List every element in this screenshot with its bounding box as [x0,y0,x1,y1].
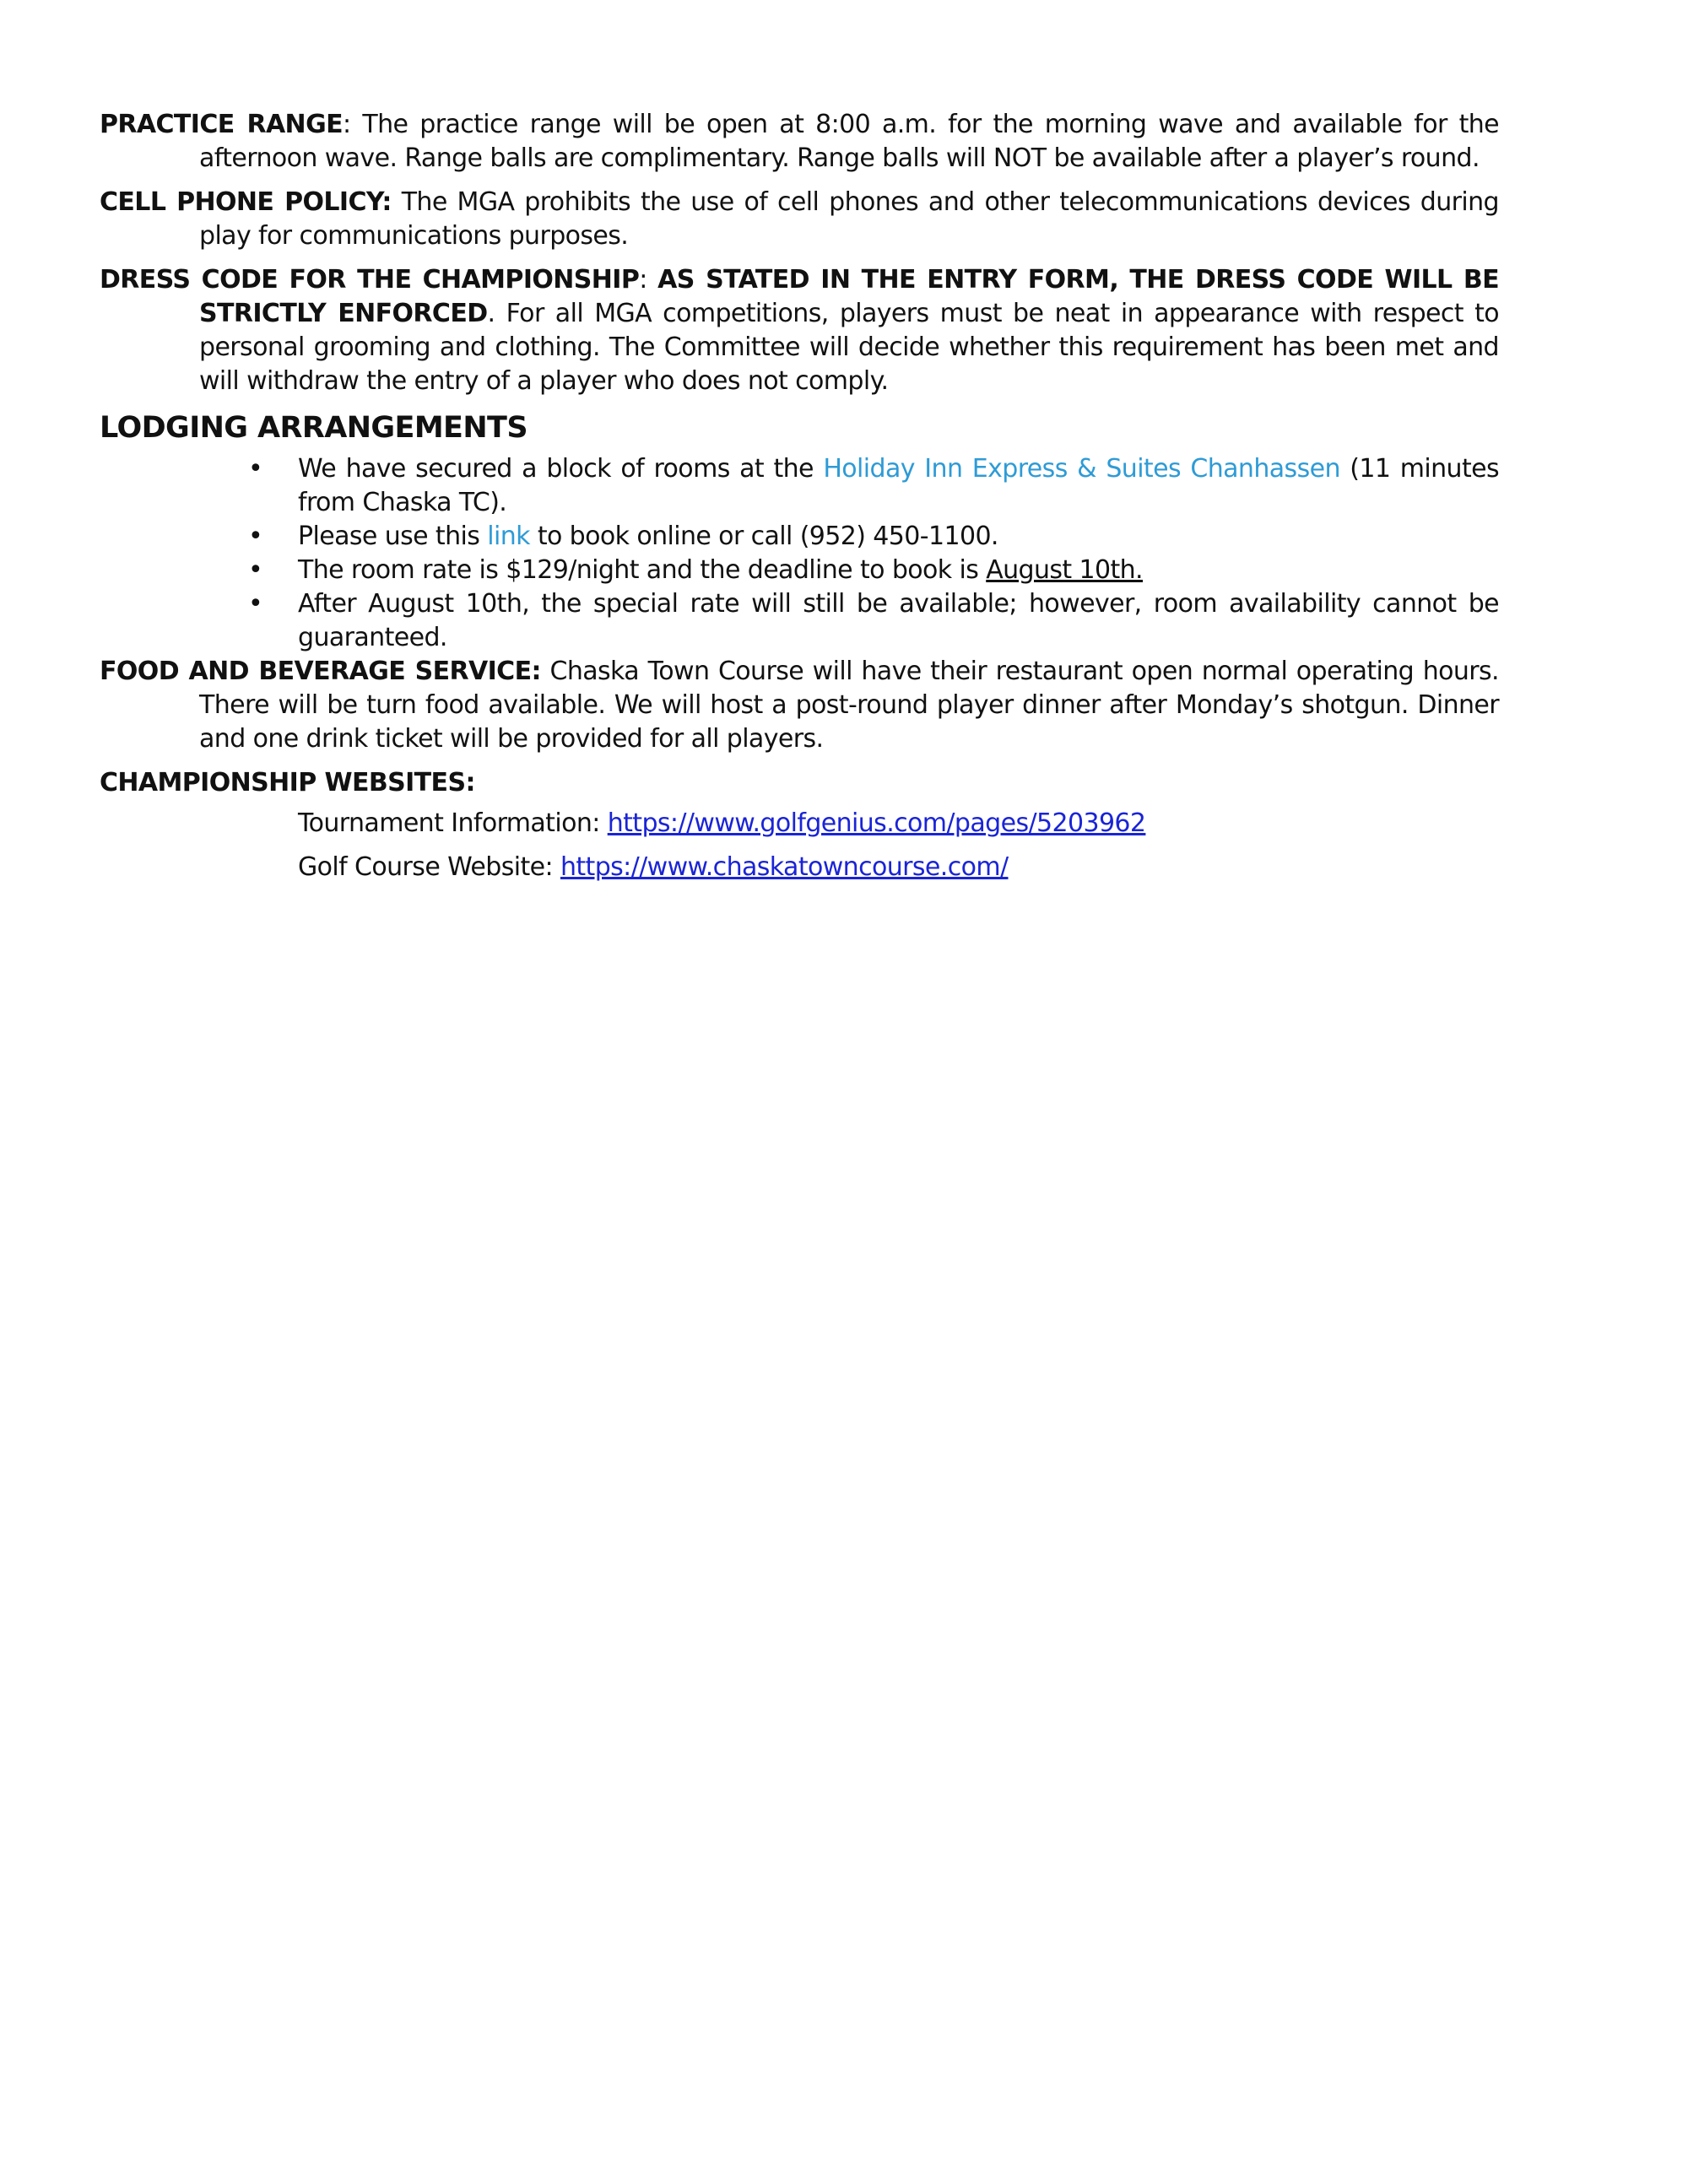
lodging-item-rate [100,554,1499,587]
lodging-item-hotel-text-post: (11 minutes from Chaska TC). [298,454,1500,517]
dress-code-text: . For all MGA competitions, players must be neat in appearance with respect to personal grooming and clothing. The Committee will decide whether this requirement has been met and will withdraw the entry of a player who does not comply. [199,299,1499,396]
bullet-icon: • [248,555,263,585]
bullet-icon: • [248,522,263,551]
tournament-info-link[interactable]: https://www.golfgenius.com/pages/5203962 [607,808,1146,838]
lodging-item-availability-text: After August 10th, the special rate will still be available; however, room availability cannot be guaranteed. [298,589,1499,652]
booking-deadline: August 10th. [986,555,1143,585]
bullet-icon: • [248,454,263,484]
tournament-info-line [100,807,1499,841]
golf-course-website-link[interactable]: https://www.chaskatowncourse.com/ [560,852,1009,882]
lodging-list [100,452,1499,655]
food-beverage-label: FOOD AND BEVERAGE SERVICE: [100,657,541,686]
practice-range-text: The practice range will be open at 8:00 a.m. for the morning wave and available for the afternoon wave. Range balls are complimentary. Range balls will NOT be available after a player’s round. [199,110,1500,173]
bullet-icon: • [248,589,263,619]
lodging-item-booking-text-post: to book online or call (952) 450-1100. [529,522,998,551]
cell-phone-policy-text: The MGA prohibits the use of cell phones and other telecommunications devices during play for communications purposes. [199,187,1499,251]
food-beverage-section [100,655,1499,756]
document-page [100,108,1499,895]
websites-heading: CHAMPIONSHIP WEBSITES: [100,768,475,797]
practice-range-label: PRACTICE RANGE [100,110,343,139]
practice-range-separator: : [343,110,351,139]
cell-phone-policy-section [100,186,1499,253]
lodging-item-availability [100,587,1499,655]
dress-code-separator: : [639,265,658,295]
lodging-item-booking-text-pre: Please use this [298,522,488,551]
practice-range-section [100,108,1499,176]
dress-code-label: DRESS CODE FOR THE CHAMPIONSHIP [100,265,640,295]
lodging-item-hotel [100,452,1499,520]
lodging-item-hotel-text-pre: We have secured a block of rooms at the [298,454,824,484]
food-beverage-text: Chaska Town Course will have their restaurant open normal operating hours. There will be turn food available. We will host a post-round player dinner after Monday’s shotgun. Dinner and one drink ticket will be provided for all players. [199,657,1499,754]
tournament-info-label: Tournament Information: [298,808,608,838]
booking-link[interactable]: link [487,522,530,551]
golf-course-website-label: Golf Course Website: [298,852,560,882]
lodging-heading: LODGING ARRANGEMENTS [100,411,528,445]
hotel-link[interactable]: Holiday Inn Express & Suites Chanhassen [823,454,1340,484]
lodging-item-rate-text: The room rate is $129/night and the deadline to book is [298,555,987,585]
lodging-item-booking [100,520,1499,554]
cell-phone-policy-label: CELL PHONE POLICY: [100,187,392,217]
dress-code-section [100,263,1499,398]
dress-code-emphasis: AS STATED IN THE ENTRY FORM, THE DRESS CODE WILL BE STRICTLY ENFORCED [199,265,1499,328]
golf-course-website-line [100,851,1499,884]
